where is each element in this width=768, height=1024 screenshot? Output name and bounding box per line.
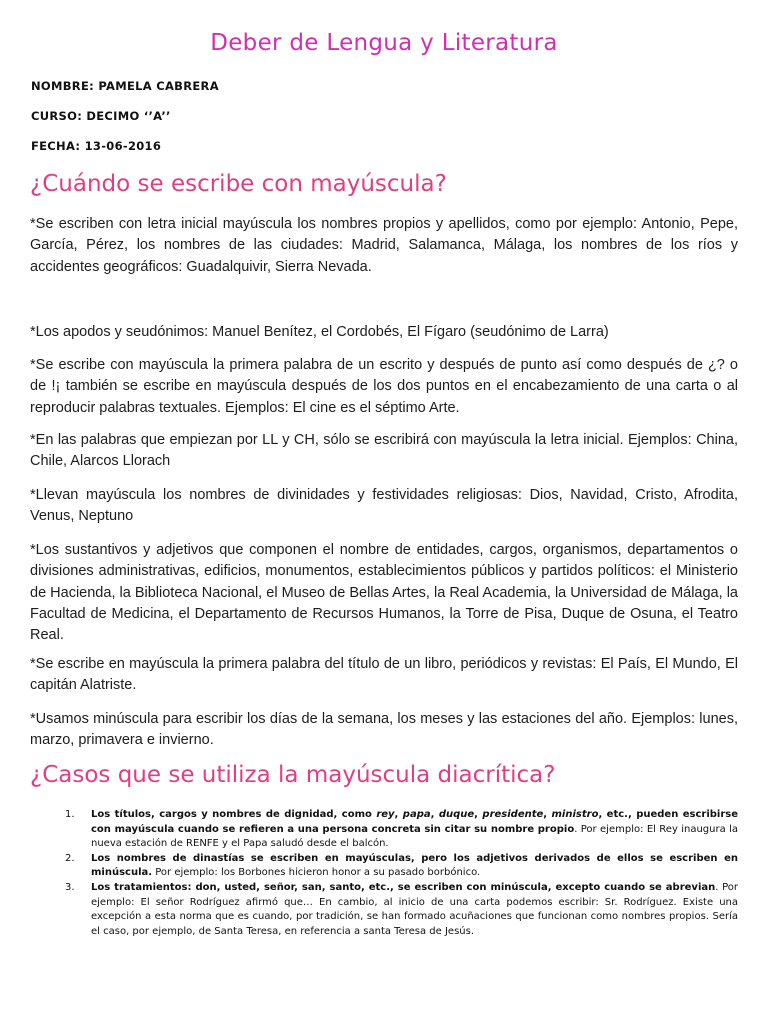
- document-title: Deber de Lengua y Literatura: [210, 30, 558, 56]
- item-bold-text: Los nombres de dinastías se escriben en mayúsculas, pero los adjetivos derivados de ellos se escriben en minúscula.: [91, 852, 738, 879]
- paragraph-first-word: *Se escribe con mayúscula la primera palabra de un escrito y después de punto así como después de ¿? o de !¡ también se escribe en mayúscula después de los dos puntos en el encabezamiento de una carta o al reproducir palabras textuales. Ejemplos: El cine es el séptimo Arte.: [30, 357, 738, 416]
- item-italic-term: rey: [376, 809, 395, 820]
- list-item: [36, 852, 738, 881]
- student-name: NOMBRE: PAMELA CABRERA: [31, 79, 219, 93]
- item-bold-text: Los títulos, cargos y nombres de dignidad, como: [91, 809, 377, 820]
- paragraph-nicknames: *Los apodos y seudónimos: Manuel Benítez, el Cordobés, El Fígaro (seudónimo de Larra): [30, 324, 609, 340]
- item-separator: ,: [394, 809, 403, 820]
- item-italic-term: duque: [438, 809, 475, 820]
- paragraph-entities: *Los sustantivos y adjetivos que componen el nombre de entidades, cargos, organismos, departamentos o divisiones administrativas, edificios, monumentos, establecimientos públicos y partidos políticos: el Ministerio de Hacienda, la Biblioteca Nacional, el Museo de Bellas Artes, la Real Academia, la Universidad de Málaga, la Facultad de Medicina, el Departamento de Recursos Humanos, la Torre de Pisa, Duque de Osuna, el Teatro Real.: [30, 542, 738, 644]
- item-bold-text: Los tratamientos: don, usted, señor, san, santo, etc., se escriben con minúscula, excepto cuando se abrevian: [91, 881, 716, 893]
- paragraph-divinities: *Llevan mayúscula los nombres de divinidades y festividades religiosas: Dios, Navidad, Cristo, Afrodita, Venus, Neptuno: [30, 487, 738, 525]
- paragraph-titles: *Se escribe en mayúscula la primera palabra del título de un libro, periódicos y revistas: El País, El Mundo, El capitán Alatriste.: [30, 656, 738, 694]
- assignment-date: FECHA: 13-06-2016: [31, 139, 162, 153]
- list-number: 3.: [65, 881, 75, 893]
- student-course: CURSO: DECIMO ‘’A’’: [31, 109, 171, 123]
- paragraph-proper-names: *Se escriben con letra inicial mayúscula los nombres propios y apellidos, como por ejemplo: Antonio, Pepe, García, Pérez, los nombres de las ciudades: Madrid, Salamanca, Málaga, los nombres de los ríos y accidentes geográficos: Guadalquivir, Sierra Nevada.: [30, 216, 738, 275]
- item-example-text: Por ejemplo: los Borbones hicieron honor a su pasado borbónico.: [152, 867, 481, 879]
- paragraph-lowercase: *Usamos minúscula para escribir los días de la semana, los meses y las estaciones del año. Ejemplos: lunes, marzo, primavera e invierno.: [30, 711, 738, 749]
- paragraph-ll-ch: *En las palabras que empiezan por LL y CH, sólo se escribirá con mayúscula la letra inicial. Ejemplos: China, Chile, Alarcos Llorach: [30, 432, 738, 470]
- list-number: 2.: [65, 852, 75, 864]
- section1-heading: ¿Cuándo se escribe con mayúscula?: [30, 171, 447, 197]
- list-item: [36, 881, 738, 939]
- item-separator: ,: [430, 809, 439, 820]
- item-example-text: . Por ejemplo: El señor Rodríguez afirmó que… En cambio, al inicio de una carta podemos escribir: Sr. Rodríguez. Existe una excepción a esta norma que es cuando, por tradición, se han formado acuñaciones que funcionan como nombres propios. Sería el caso, por ejemplo, de Santa Teresa, en referencia a santa Teresa de Jesús.: [91, 881, 738, 937]
- item-italic-term: ministro: [551, 809, 599, 820]
- list-item: [36, 808, 738, 852]
- item-bold-text: , etc., pueden escribirse con mayúscula cuando se refieren a una persona concreta sin citar su nombre propio: [91, 809, 739, 835]
- item-separator: ,: [474, 809, 483, 820]
- list-number: 1.: [65, 809, 75, 820]
- item-italic-term: papa: [402, 809, 431, 820]
- item-separator: ,: [543, 809, 552, 820]
- item-italic-term: presidente: [482, 809, 544, 820]
- item-example-text: . Por ejemplo: El Rey inaugura la nueva estación de RENFE y el Papa saludó desde el balcón.: [91, 823, 739, 850]
- diacritic-list: [36, 808, 738, 939]
- section2-heading: ¿Casos que se utiliza la mayúscula diacrítica?: [30, 762, 556, 788]
